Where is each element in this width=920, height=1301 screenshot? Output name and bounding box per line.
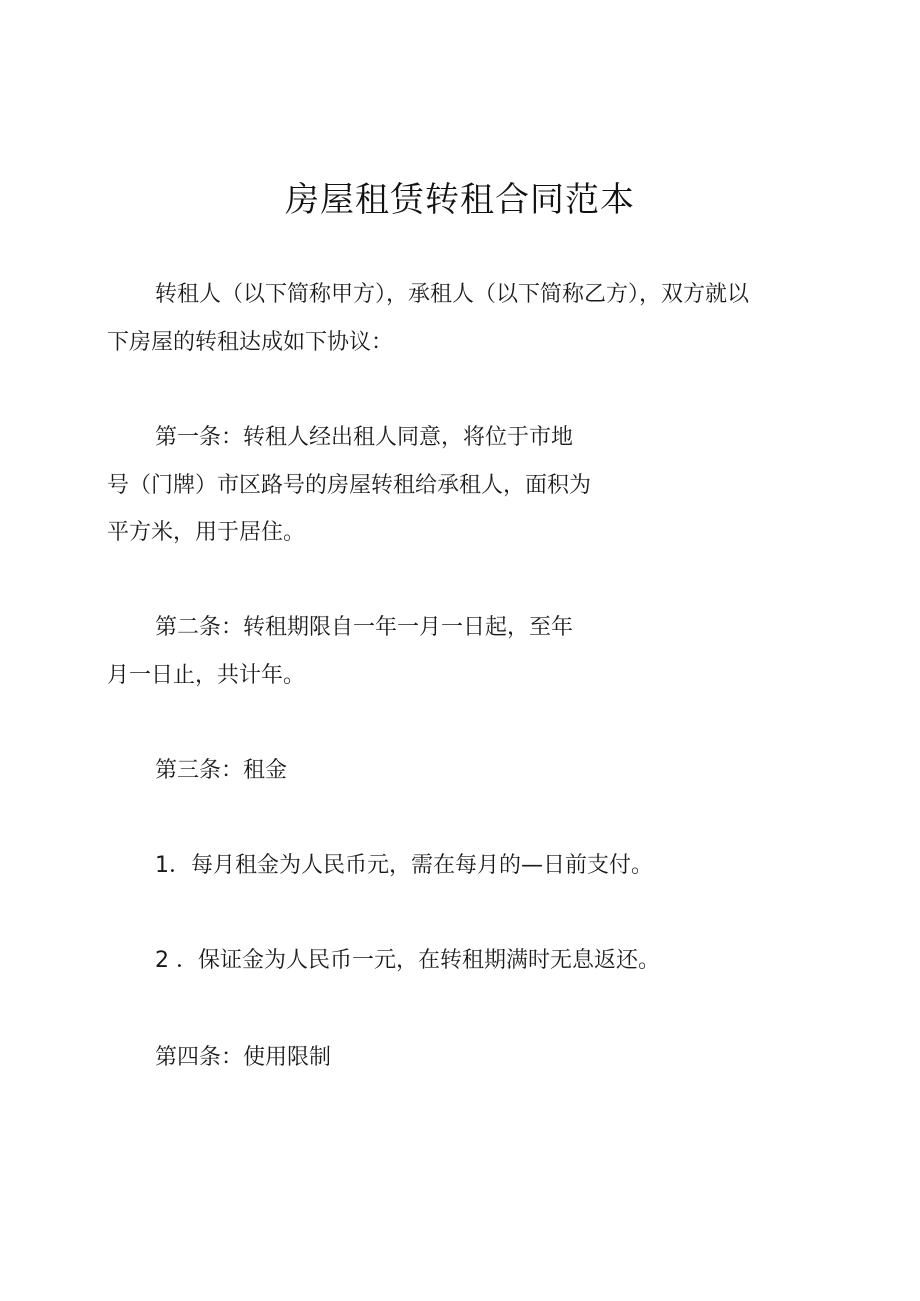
article-1-line-3: 平方米，用于居住。 [107,520,306,545]
article-2-line-1: 第二条：转租期限自一年一月一日起，至年 [155,615,574,640]
document-title: 房屋租赁转租合同范本 [285,180,635,220]
article-1-line-1: 第一条：转租人经出租人同意，将位于市地 [155,425,574,450]
article-3-item-2: 2 ．保证金为人民币一元，在转租期满时无息返还。 [155,948,660,973]
article-3-heading: 第三条：租金 [155,758,288,783]
intro-line-2: 下房屋的转租达成如下协议： [107,330,394,355]
article-3-item-1: 1．每月租金为人民币元，需在每月的—日前支付。 [155,853,653,878]
article-1-line-2: 号（门牌）市区路号的房屋转租给承租人，面积为 [107,473,592,498]
article-2-line-2: 月一日止，共计年。 [107,663,306,688]
intro-line-1: 转租人（以下简称甲方），承租人（以下简称乙方），双方就以 [155,282,750,307]
article-4-heading: 第四条：使用限制 [155,1045,332,1070]
